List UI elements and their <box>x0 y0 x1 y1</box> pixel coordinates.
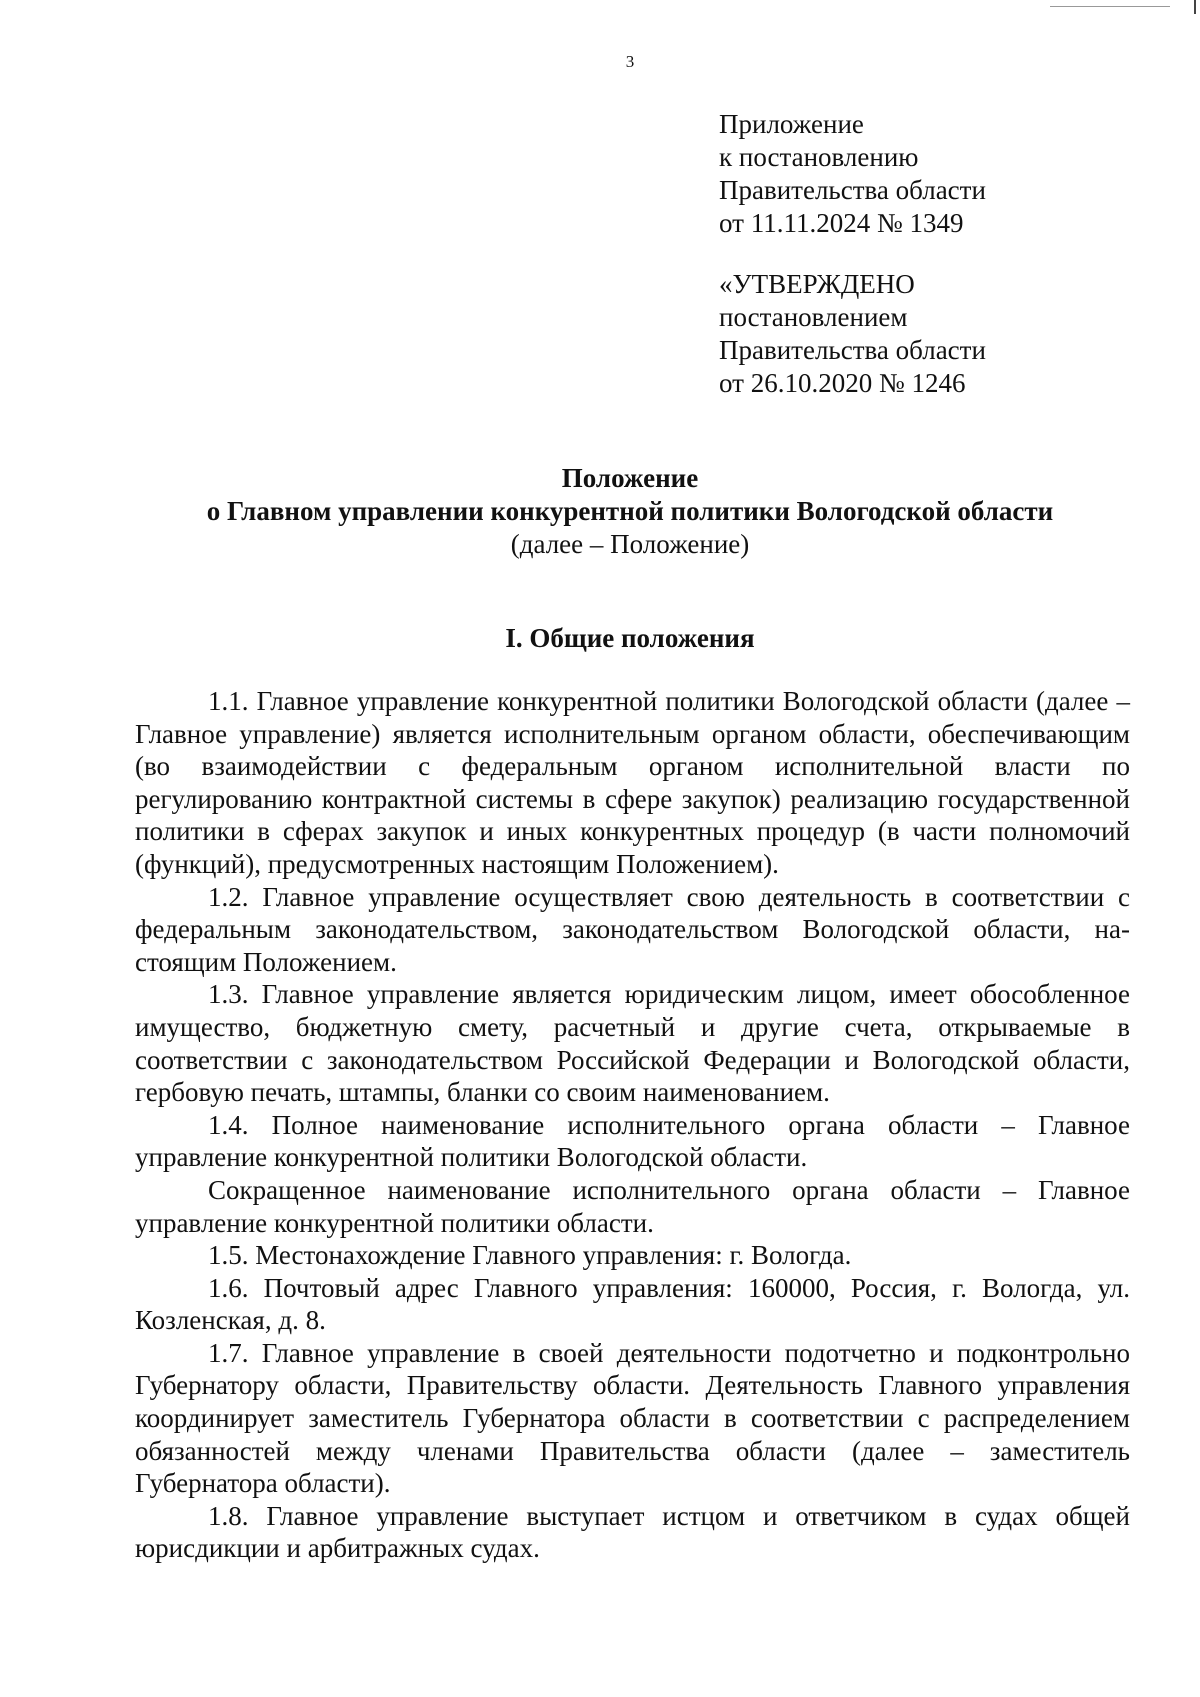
page-number: 3 <box>625 52 635 71</box>
appendix-block <box>719 108 986 240</box>
appendix-line: Правительства области <box>719 175 986 205</box>
scan-edge-tick <box>1194 0 1196 14</box>
approved-line: постановлением <box>719 302 908 332</box>
document-title <box>130 462 1130 561</box>
paragraph-1-6: 1.6. Почтовый адрес Главного управления: 160000, Россия, г. Вологда, ул. Козленская, д. 8. <box>135 1272 1130 1336</box>
appendix-line: Приложение <box>719 109 864 139</box>
approved-line: Правительства области <box>719 335 986 365</box>
approved-line: «УТВЕРЖДЕНО <box>719 269 915 299</box>
paragraph-1-1: 1.1. Главное управление конкурентной политики Вологодской области (далее – Главное управление) является исполнительным органом области, обеспечивающим (во взаимодействии с федеральным органом исполнительной власти по регулированию контрактной системы в сфере закупок) реализацию государственной политики в сферах закупок и иных конкурентных процедур (в части полномочий (функций), предусмотренных настоящим Положением). <box>135 686 1130 879</box>
appendix-date-line: от 11.11.2024 № 1349 <box>719 208 964 238</box>
appendix-line: к постановлению <box>719 142 919 172</box>
section-heading: I. Общие положения <box>505 623 755 653</box>
title-line-2: о Главном управлении конкурентной политики Вологодской области <box>206 496 1054 526</box>
title-line-3: (далее – Положение) <box>510 529 750 559</box>
paragraph-1-2: 1.2. Главное управление осуществляет свою деятельность в соответствии с федеральным законодательством, законодательством Вологодской области, настоящим Положением. <box>135 881 1130 977</box>
paragraph-1-4-short-name: Сокращенное наименование исполнительного органа области – Главное управление конкурентной политики области. <box>135 1174 1130 1238</box>
approved-block <box>719 268 986 400</box>
paragraph-1-7: 1.7. Главное управление в своей деятельности подотчетно и подконтрольно Губернатору области, Правительству области. Деятельность Главного управления координирует заместитель Губернатора области в соответствии с распределением обязанностей между членами Правительства области (далее – заместитель Губернатора области). <box>135 1337 1130 1499</box>
paragraph-1-8: 1.8. Главное управление выступает истцом и ответчиком в судах общей юрисдикции и арбитражных судах. <box>135 1500 1130 1564</box>
scan-edge-mark <box>1050 0 1170 7</box>
paragraph-1-3: 1.3. Главное управление является юридическим лицом, имеет обособленное имущество, бюджетную смету, расчетный и другие счета, открываемые в соответствии с законодательством Российской Федерации и Вологодской области, гербовую печать, штампы, бланки со своим наименованием. <box>135 979 1130 1108</box>
title-line-1: Положение <box>561 463 699 493</box>
paragraph-1-4: 1.4. Полное наименование исполнительного органа области – Главное управление конкурентной политики Вологодской области. <box>135 1109 1130 1173</box>
paragraph-1-5: 1.5. Местонахождение Главного управления: г. Вологда. <box>208 1240 852 1271</box>
approved-date-line: от 26.10.2020 № 1246 <box>719 368 966 398</box>
document-body <box>135 685 1130 1565</box>
